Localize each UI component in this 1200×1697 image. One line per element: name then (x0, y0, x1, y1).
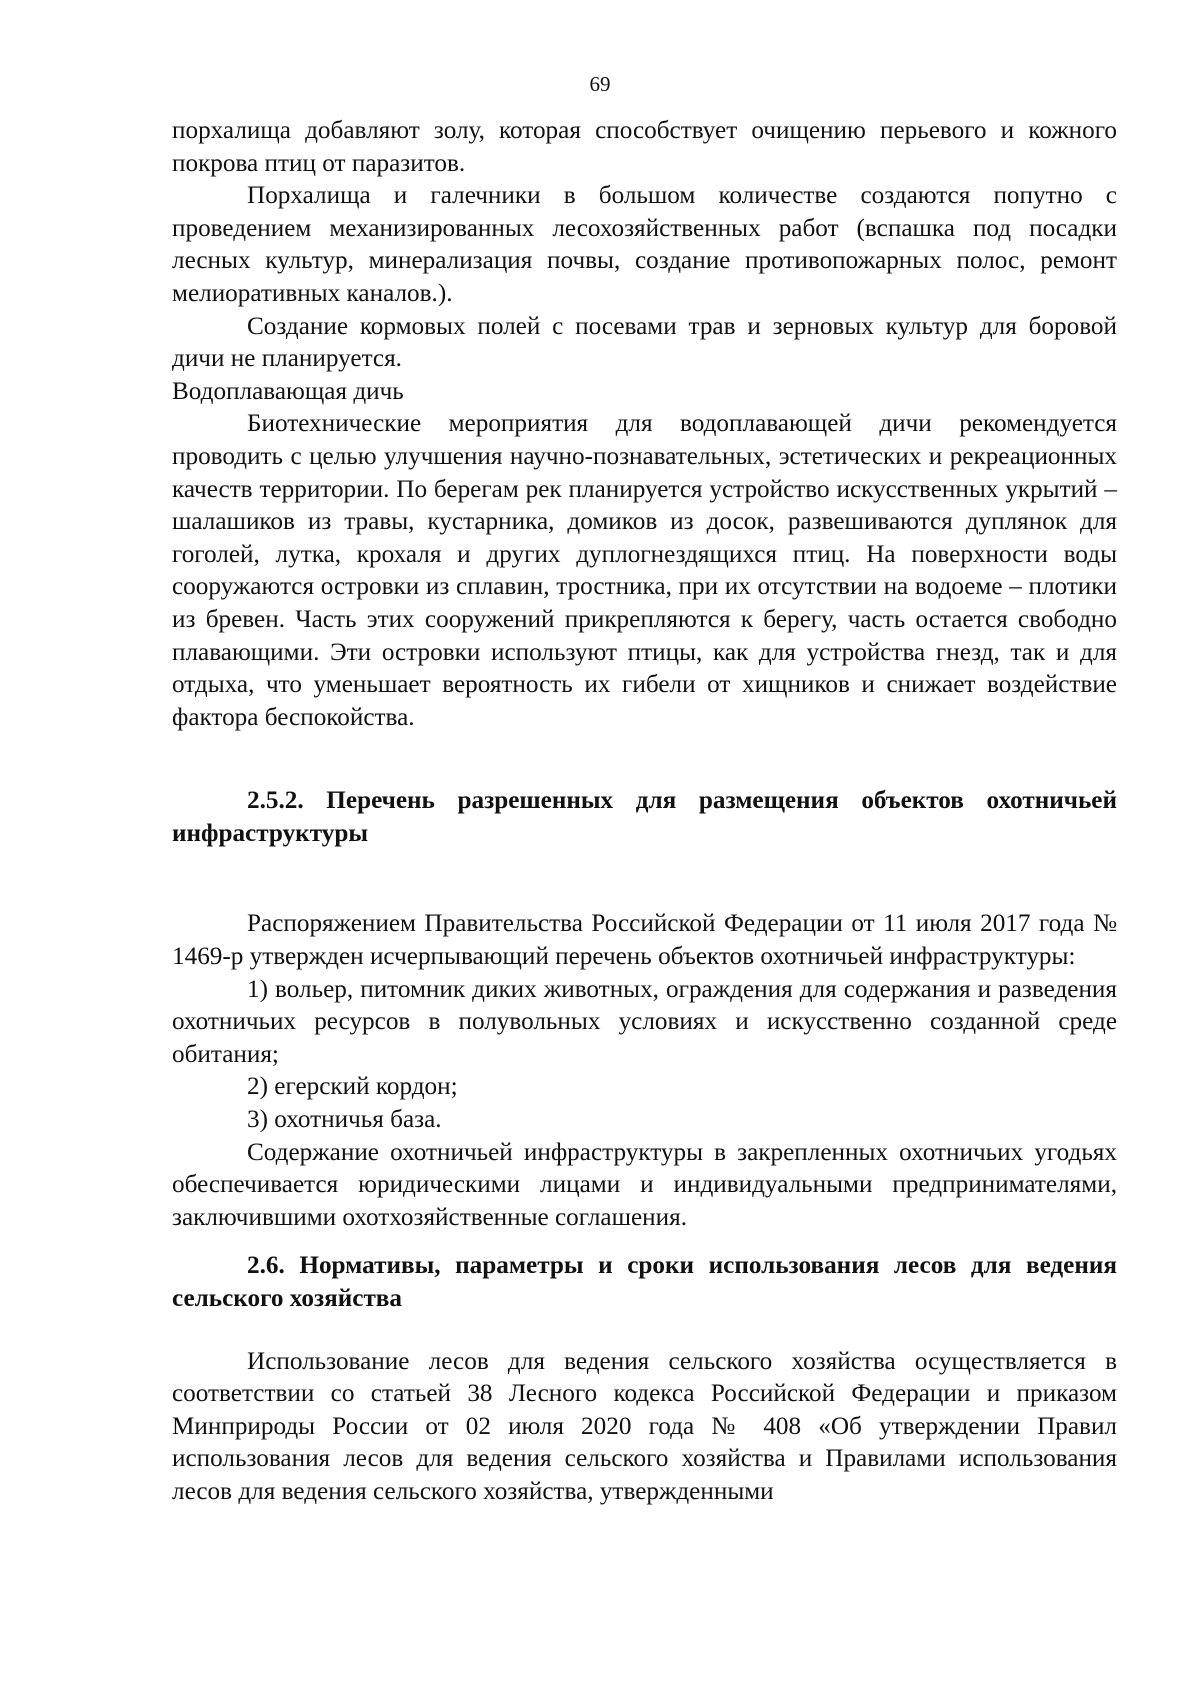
list-item-3: 3) охотничья база. (247, 1106, 442, 1134)
subheading-waterfowl: Водоплавающая дичь (172, 377, 404, 405)
paragraph-continuation: порхалища добавляют золу, которая способствует очищению перьевого и кожного покрова птиц от паразитов. (172, 117, 1117, 177)
paragraph-waterfowl-measures: Биотехнические мероприятия для водоплавающей дичи рекомендуется проводить с целью улучшения научно-познавательных, эстетических и рекреационных качеств территории. По берегам рек планируется устройство искусственных укрытий – шалашиков из травы, кустарника, домиков из досок, развешиваются дуплянок для гоголей, лутка, крохаля и других дуплогнездящихся птиц. На поверхности воды сооружаются островки из сплавин, тростника, при их отсутствии на водоеме – плотики из бревен. Часть этих сооружений прикрепляются к берегу, часть остается свободно плавающими. Эти островки используют птицы, как для устройства гнезд, так и для отдыха, что уменьшает вероятность их гибели от хищников и снижает воздействие фактора беспокойства. (172, 410, 1117, 731)
paragraph-porkhalishcha: Порхалища и галечники в большом количестве создаются попутно с проведением механизированных лесохозяйственных работ (вспашка под посадки лесных культур, минерализация почвы, создание противопожарных полос, ремонт мелиоративных каналов.). (172, 182, 1117, 307)
section-heading-2-5-2: 2.5.2. Перечень разрешенных для размещения объектов охотничьей инфраструктуры (172, 787, 1117, 847)
paragraph-government-order: Распоряжением Правительства Российской Федерации от 11 июля 2017 года № 1469-р утвержден исчерпывающий перечень объектов охотничьей инфраструктуры: (172, 910, 1117, 971)
list-item-1: 1) вольер, питомник диких животных, ограждения для содержания и разведения охотничьих ресурсов в полувольных условиях и искусственно созданной среде обитания; (172, 975, 1117, 1068)
paragraph-feeding-fields: Создание кормовых полей с посевами трав и зерновых культур для боровой дичи не планируется. (172, 312, 1117, 373)
paragraph-infrastructure-maintenance: Содержание охотничьей инфраструктуры в закрепленных охотничьих угодьях обеспечивается юридическими лицами и индивидуальными предпринимателями, заключившими охотхозяйственные соглашения. (172, 1138, 1117, 1231)
page-number: 69 (589, 72, 611, 96)
page-body (172, 115, 1117, 1509)
paragraph-agriculture-forest-use: Использование лесов для ведения сельского хозяйства осуществляется в соответствии со статьей 38 Лесного кодекса Российской Федерации и приказом Минприроды России от 02 июля 2020 года № 408 «Об утверждении Правил использования лесов для ведения сельского хозяйства и Правилами использования лесов для ведения сельского хозяйства, утвержденными (172, 1347, 1117, 1505)
section-heading-2-6: 2.6. Нормативы, параметры и сроки использования лесов для ведения сельского хозяйства (172, 1252, 1117, 1312)
list-item-2: 2) егерский кордон; (247, 1073, 458, 1101)
